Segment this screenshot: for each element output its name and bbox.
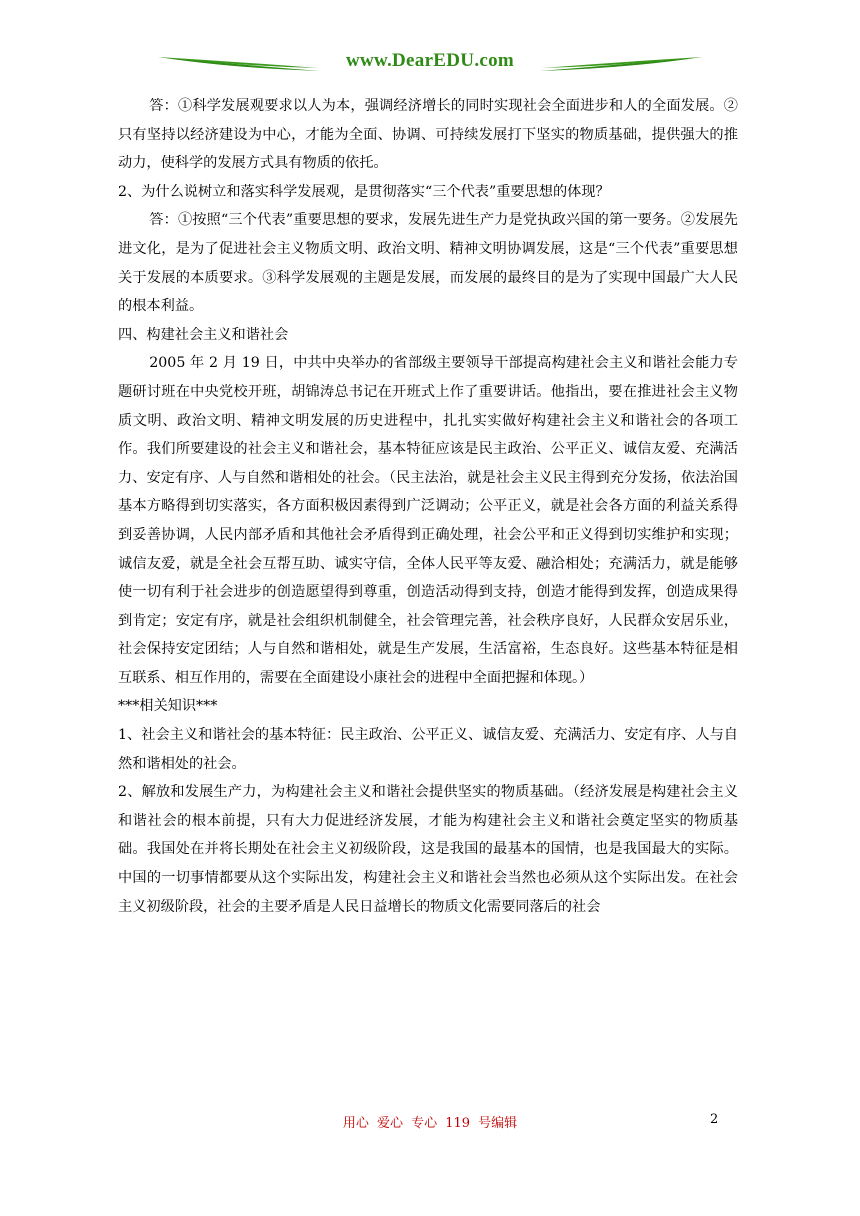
paragraph: 1、社会主义和谐社会的基本特征：民主政治、公平正义、诚信友爱、充满活力、安定有序、人与自然和谐相处的社会。: [118, 727, 738, 772]
page-header: [0, 44, 860, 84]
paragraph: 2、解放和发展生产力，为构建社会主义和谐社会提供坚实的物质基础。（经济发展是构建社会主义和谐社会的根本前提，只有大力促进经济发展，才能为构建社会主义和谐社会奠定坚实的物质基础。我国处在并将长期处在社会主义初级阶段，这是我国的最基本的国情，也是我国最大的实际。中国的一切事情都要从这个实际出发，构建社会主义和谐社会当然也必须从这个实际出发。在社会主义初级阶段，社会的主要矛盾是人民日益增长的物质文化需要同落后的社会: [118, 784, 738, 915]
paragraph: 2、为什么说树立和落实科学发展观，是贯彻落实“三个代表”重要思想的体现？: [118, 183, 610, 200]
page-footer: [0, 1112, 860, 1136]
paragraph: 答：①按照“三个代表”重要思想的要求，发展先进生产力是党执政兴国的第一要务。②发展先进文化，是为了促进社会主义物质文明、政治文明、精神文明协调发展，这是“三个代表”重要思想关于发展的本质要求。③科学发展观的主题是发展，而发展的最终目的是为了实现中国最广大人民的根本利益。: [118, 212, 738, 315]
document-body: [118, 92, 738, 921]
site-logo-text: www.DearEDU.com: [345, 50, 515, 71]
page-number: 2: [710, 1112, 719, 1127]
paragraph: ***相关知识***: [118, 698, 218, 715]
paragraph: 答：①科学发展观要求以人为本，强调经济增长的同时实现社会全面进步和人的全面发展。②只有坚持以经济建设为中心，才能为全面、协调、可持续发展打下坚实的物质基础，提供强大的推动力，使科学的发展方式具有物质的依托。: [118, 98, 738, 172]
paragraph: 四、构建社会主义和谐社会: [118, 326, 289, 343]
footer-caption: 用心 爱心 专心 119 号编辑: [342, 1116, 518, 1131]
paragraph: 2005 年 2 月 19 日，中共中央举办的省部级主要领导干部提高构建社会主义和谐社会能力专题研讨班在中央党校开班，胡锦涛总书记在开班式上作了重要讲话。他指出，要在推进社会主义物质文明、政治文明、精神文明发展的历史进程中，扎扎实实做好构建社会主义和谐社会的各项工作。我们所要建设的社会主义和谐社会，基本特征应该是民主政治、公平正义、诚信友爱、充满活力、安定有序、人与自然和谐相处的社会。（民主法治，就是社会主义民主得到充分发扬，依法治国基本方略得到切实落实，各方面积极因素得到广泛调动；公平正义，就是社会各方面的利益关系得到妥善协调，人民内部矛盾和其他社会矛盾得到正确处理，社会公平和正义得到切实维护和实现；诚信友爱，就是全社会互帮互助、诚实守信，全体人民平等友爱、融洽相处；充满活力，就是能够使一切有利于社会进步的创造愿望得到尊重，创造活动得到支持，创造才能得到发挥，创造成果得到肯定；安定有序，就是社会组织机制健全，社会管理完善，社会秩序良好，人民群众安居乐业，社会保持安定团结；人与自然和谐相处，就是生产发展，生活富裕，生态良好。这些基本特征是相互联系、相互作用的，需要在全面建设小康社会的进程中全面把握和体现。）: [118, 355, 738, 686]
